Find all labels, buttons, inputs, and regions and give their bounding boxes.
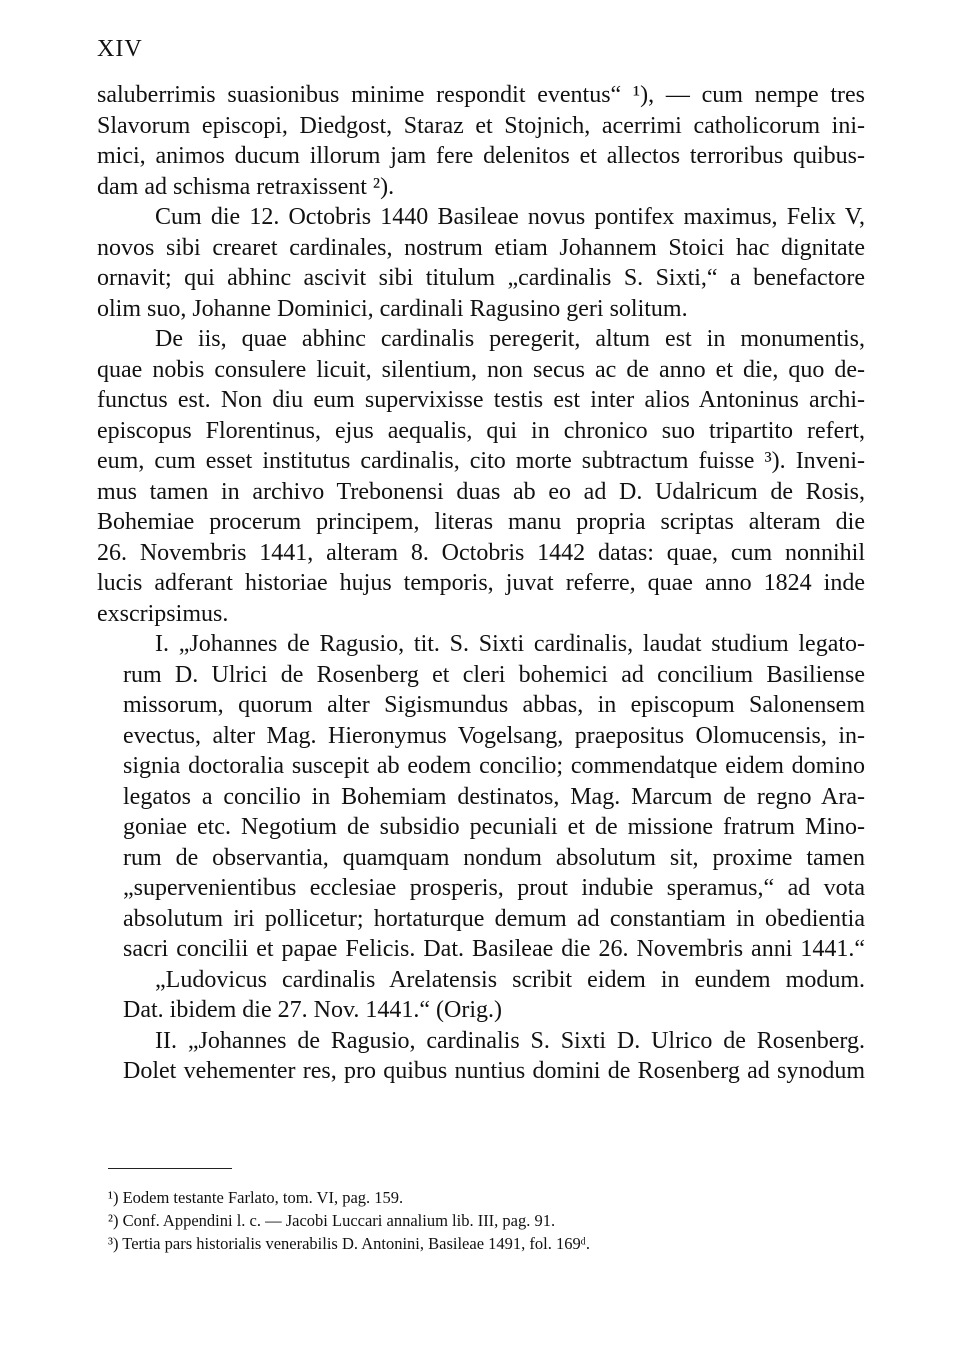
footnote-2: ²) Conf. Appendini l. c. — Jacobi Luccari annalium lib. III, pag. 91. bbox=[108, 1211, 556, 1230]
letter-summary-ii bbox=[97, 1026, 865, 1087]
text-line: „Ludovicus cardinalis Arelatensis scribit eidem in eundem modum. bbox=[155, 966, 865, 993]
text-line: goniae etc. Negotium de subsidio pecuniali et de missione fratrum Mino- bbox=[123, 814, 865, 840]
text-line: Bohemiae procerum principem, literas manu propria scriptas alteram die bbox=[97, 509, 865, 535]
text-line: functus est. Non diu eum supervixisse testis est inter alios Antoninus archi- bbox=[97, 387, 865, 413]
text-line: „supervenientibus ecclesiae prosperis, prout indubie speramus,“ ad vota bbox=[123, 875, 865, 901]
footnotes bbox=[108, 1186, 808, 1255]
paragraph bbox=[97, 324, 865, 629]
text-line: evectus, alter Mag. Hieronymus Vogelsang, praepositus Olomucensis, in- bbox=[123, 722, 865, 749]
page-number: XIV bbox=[97, 36, 143, 62]
text-line: missorum, quorum alter Sigismundus abbas, in episcopum Salonensem bbox=[123, 692, 865, 718]
text-line: exscripsimus. bbox=[97, 600, 229, 627]
text-line: I. „Johannes de Ragusio, tit. S. Sixti cardinalis, laudat studium legato- bbox=[155, 631, 865, 657]
text-line: II. „Johannes de Ragusio, cardinalis S. Sixti D. Ulrico de Rosenberg. bbox=[155, 1027, 865, 1054]
body-text bbox=[97, 80, 865, 1087]
text-line: sacri concilii et papae Felicis. Dat. Basileae die 26. Novembris anni 1441.“ bbox=[123, 936, 865, 962]
paragraph bbox=[97, 80, 865, 202]
text-line: dam ad schisma retraxissent ²). bbox=[97, 173, 395, 200]
letter-summary-note bbox=[97, 965, 865, 1026]
text-line: olim suo, Johanne Dominici, cardinali Ragusino geri solitum. bbox=[97, 295, 688, 322]
text-line: absolutum iri pollicetur; hortaturque demum ad constantiam in obedientia bbox=[123, 905, 865, 932]
text-line: rum D. Ulrici de Rosenberg et cleri bohemici ad concilium Basiliense bbox=[123, 661, 865, 688]
text-line: quae nobis consulere licuit, silentium, non secus ac de anno et die, quo de- bbox=[97, 356, 865, 383]
letter-summary-i bbox=[97, 629, 865, 965]
footnote-3: ³) Tertia pars historialis venerabilis D. Antonini, Basileae 1491, fol. 169ᵈ. bbox=[108, 1234, 590, 1253]
text-line: mus tamen in archivo Trebonensi duas ab eo ad D. Udalricum de Rosis, bbox=[97, 478, 865, 505]
text-line: 26. Novembris 1441, alteram 8. Octobris 1442 datas: quae, cum nonnihil bbox=[97, 539, 865, 566]
text-line: Slavorum episcopi, Diedgost, Staraz et Stojnich, acerrimi catholicorum ini- bbox=[97, 112, 865, 139]
text-line: lucis adferant historiae hujus temporis, juvat referre, quae anno 1824 inde bbox=[97, 570, 865, 596]
text-line: legatos a concilio in Bohemiam destinatos, Mag. Marcum de regno Ara- bbox=[123, 783, 865, 810]
text-line: saluberrimis suasionibus minime respondit eventus“ ¹), — cum nempe tres bbox=[97, 82, 865, 108]
text-line: rum de observantia, quamquam nondum absolutum sit, proxime tamen bbox=[123, 844, 865, 871]
footnote-divider bbox=[108, 1168, 232, 1169]
paragraph bbox=[97, 202, 865, 324]
text-line: episcopus Florentinus, ejus aequalis, qui in chronico suo tripartito refert, bbox=[97, 417, 865, 444]
text-line: Dat. ibidem die 27. Nov. 1441.“ (Orig.) bbox=[123, 997, 503, 1023]
text-line: De iis, quae abhinc cardinalis peregerit, altum est in monumentis, bbox=[155, 326, 865, 352]
text-line: mici, animos ducum illorum jam fere delenitos et allectos terroribus quibus- bbox=[97, 143, 865, 169]
text-line: signia doctoralia suscepit ab eodem concilio; commendatque eidem domino bbox=[123, 753, 865, 779]
text-line: eum, cum esset institutus cardinalis, cito morte subtractum fuisse ³). Inveni- bbox=[97, 448, 865, 474]
footnote-1: ¹) Eodem testante Farlato, tom. VI, pag. 159. bbox=[108, 1188, 404, 1207]
text-line: novos sibi crearet cardinales, nostrum etiam Johannem Stoici hac dignitate bbox=[97, 234, 865, 261]
text-line: ornavit; qui abhinc ascivit sibi titulum „cardinalis S. Sixti,“ a benefactore bbox=[97, 265, 865, 291]
text-line: Dolet vehementer res, pro quibus nuntius domini de Rosenberg ad synodum bbox=[123, 1058, 865, 1084]
text-line: Cum die 12. Octobris 1440 Basileae novus pontifex maximus, Felix V, bbox=[155, 204, 865, 230]
